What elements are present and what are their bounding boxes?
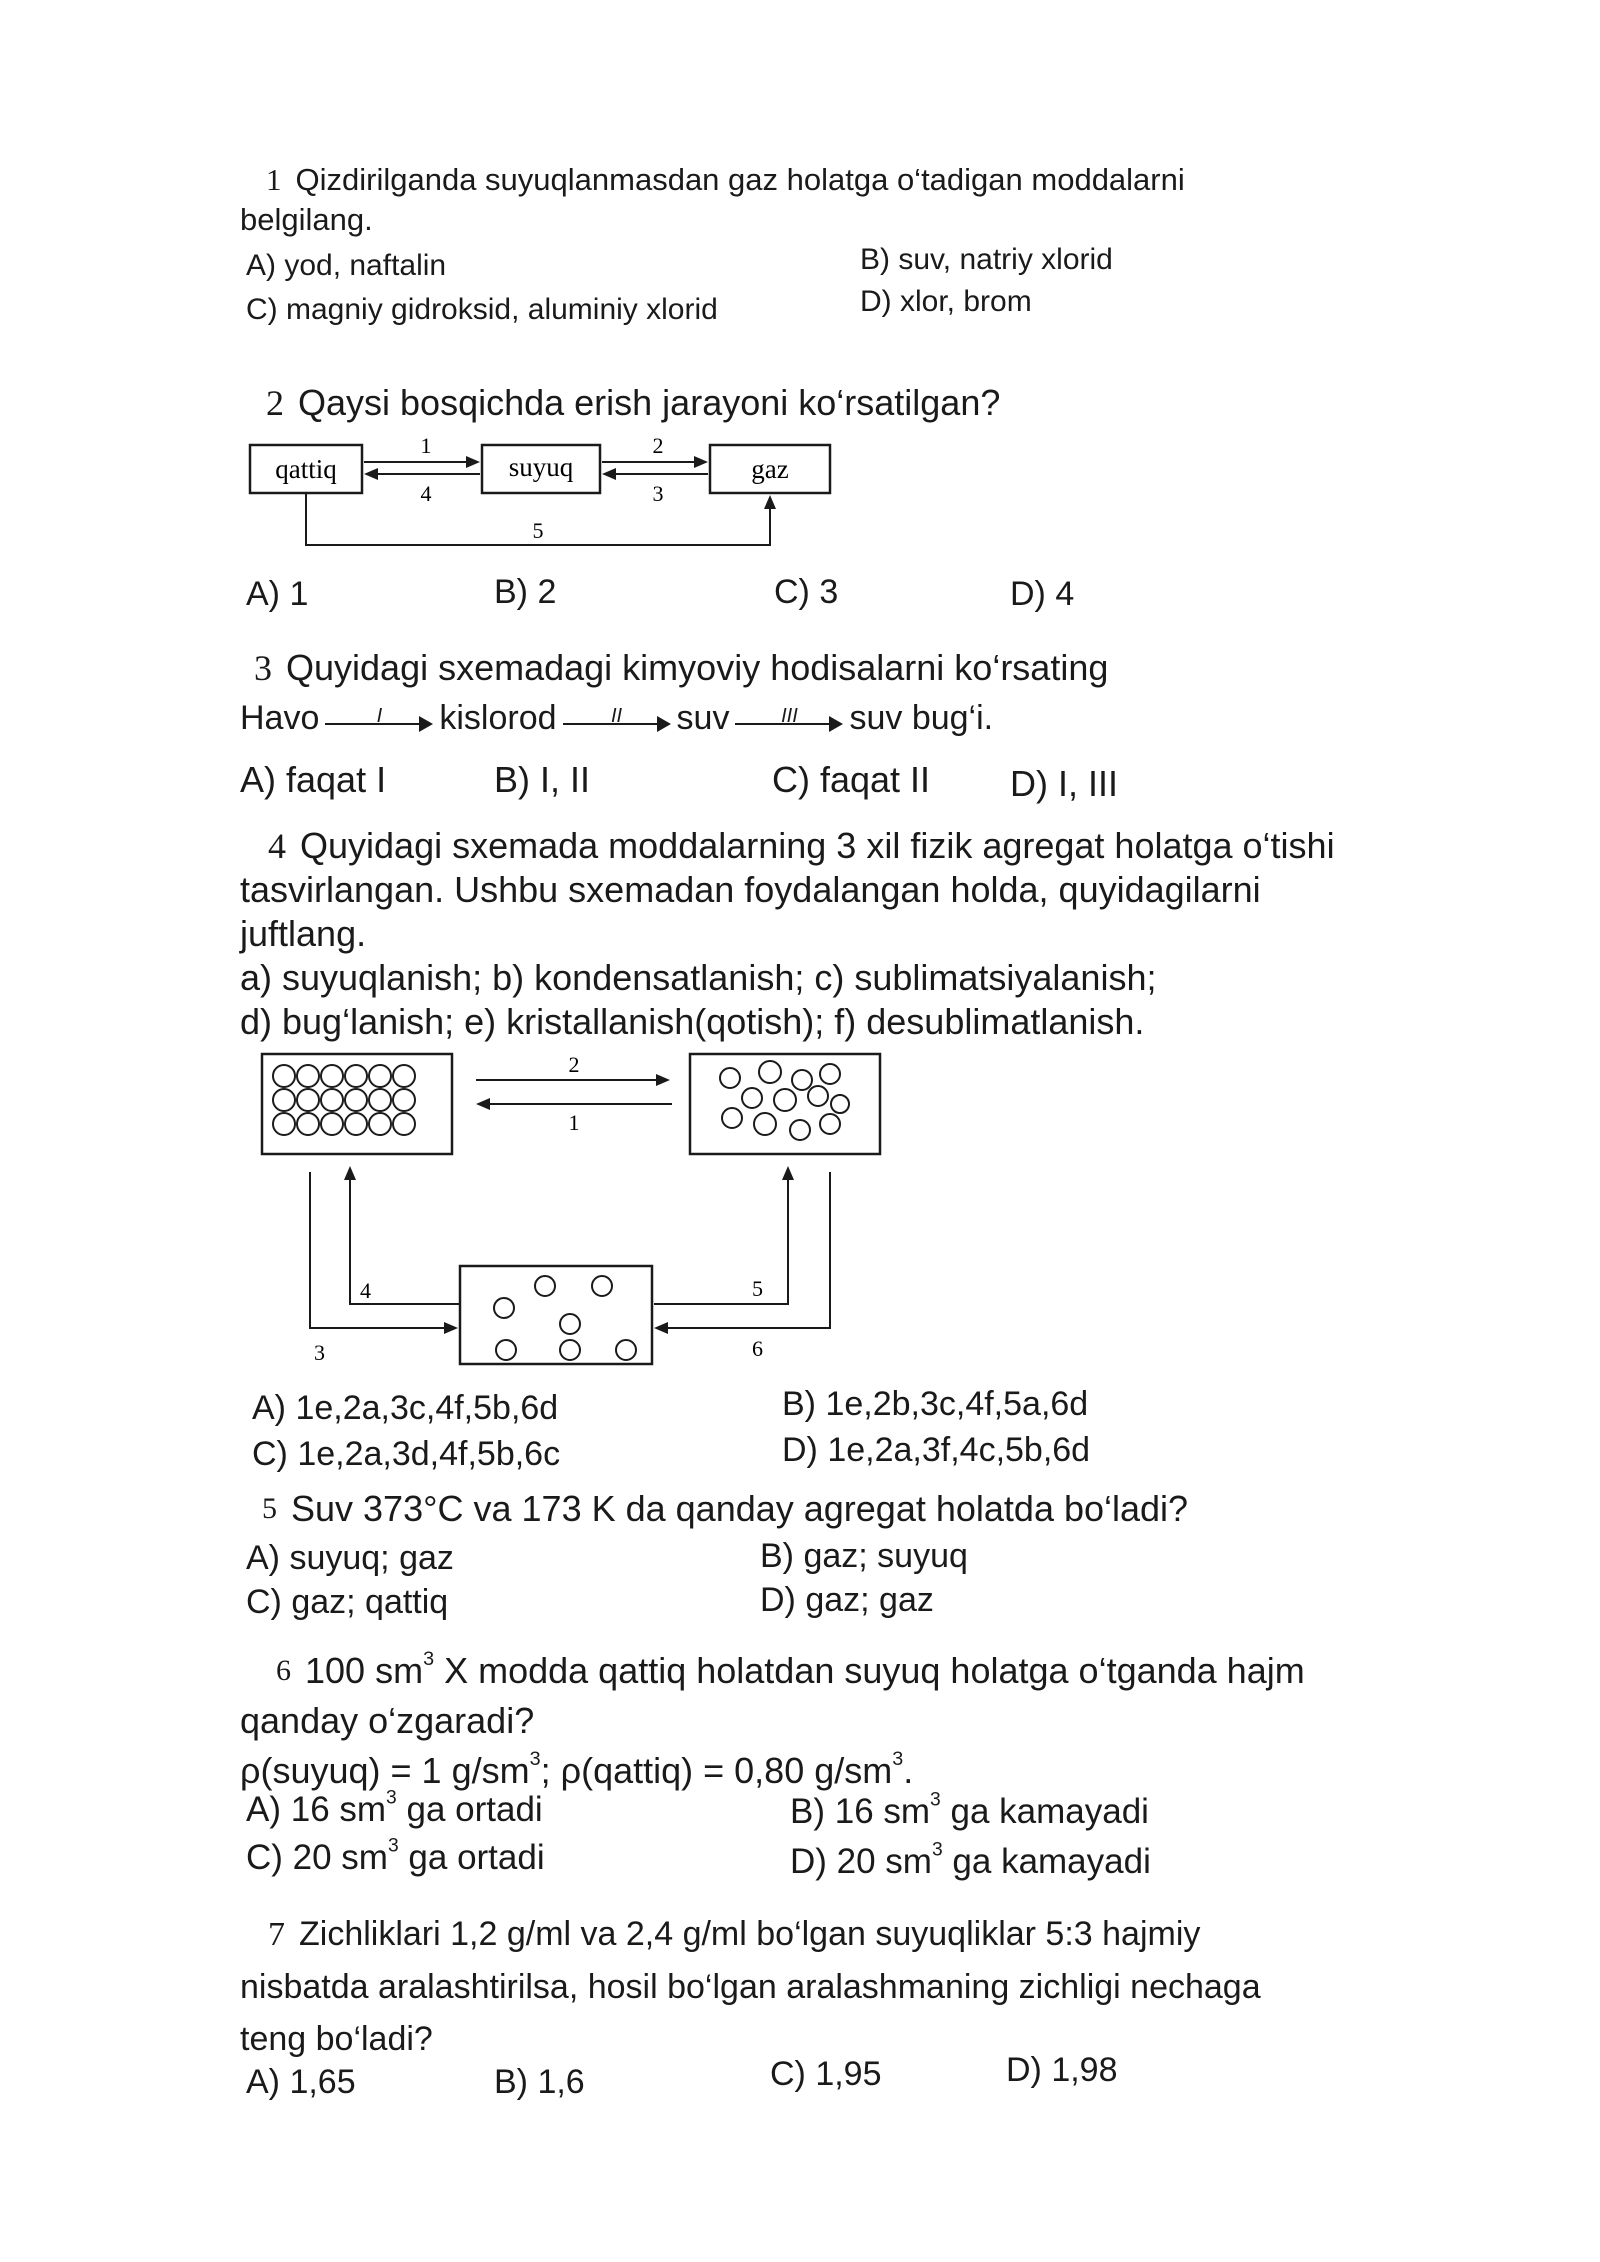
question-text: Suv 373°C va 173 K da qanday agregat holatda bo‘ladi? <box>291 1488 1189 1529</box>
arrow-3-label: 3 <box>652 481 664 506</box>
q2-option-c[interactable]: C) 3 <box>774 573 839 611</box>
liquid-particles <box>720 1061 849 1140</box>
question-3 <box>240 645 1460 691</box>
q3-option-c[interactable]: C) faqat II <box>772 759 931 800</box>
question-7-stem <box>240 1908 1460 2065</box>
q1-option-b[interactable]: B) suv, natriy xlorid <box>860 243 1113 276</box>
scheme-arrow-1: I <box>325 700 433 740</box>
arrow-2-label: 2 <box>652 433 664 458</box>
question-text: Quyidagi sxemadagi kimyoviy hodisalarni ko‘rsating <box>286 647 1109 688</box>
q1-option-c[interactable]: C) magniy gidroksid, aluminiy xlorid <box>246 293 718 326</box>
q4-option-a[interactable]: A) 1e,2a,3c,4f,5b,6d <box>252 1389 559 1427</box>
q7-option-d[interactable]: D) 1,98 <box>1006 2051 1118 2089</box>
question-text-line-1: Zichliklari 1,2 g/ml va 2,4 g/ml bo‘lgan suyuqliklar 5:3 hajmiy <box>299 1915 1201 1953</box>
arrow-2-head <box>694 456 708 468</box>
arrow-1-head <box>476 1098 490 1110</box>
question-text-line-1: Quyidagi sxemada moddalarning 3 xil fizik agregat holatga o‘tishi <box>300 825 1335 866</box>
liquid-state-box <box>690 1054 880 1154</box>
question-text-cont: belgilang. <box>240 202 373 237</box>
question-4 <box>240 824 1460 1044</box>
arrow-3-label: 3 <box>314 1340 325 1365</box>
arrow-5-path <box>654 1178 788 1304</box>
scheme-steam: suv bug‘i. <box>849 699 994 737</box>
question-text-line-2: tasvirlangan. Ushbu sxemadan foydalangan holda, quyidagilarni <box>240 869 1261 910</box>
question-3-stem <box>240 645 1460 691</box>
q2-option-d[interactable]: D) 4 <box>1010 575 1075 613</box>
question-number: 1 <box>266 162 282 197</box>
q6-option-a[interactable]: A) 16 $sm^3$ ga ortadi <box>246 1787 543 1829</box>
arrow-5-label: 5 <box>752 1276 763 1301</box>
q5-option-a[interactable]: A) suyuq; gaz <box>246 1539 454 1577</box>
question-4-stem <box>240 824 1460 1044</box>
question-6 <box>240 1646 1480 1796</box>
q6-option-b[interactable]: B) 16 $sm^3$ ga kamayadi <box>790 1789 1149 1831</box>
question-text-line-2: qanday o‘zgaradi? <box>240 1700 535 1741</box>
question-number: 6 <box>276 1654 291 1687</box>
question-6-stem <box>240 1646 1480 1796</box>
question-number: 7 <box>268 1916 285 1953</box>
question-2-stem <box>240 380 1460 426</box>
question-text-line-4: a) suyuqlanish; b) kondensatlanish; c) sublimatsiyalanish; <box>240 957 1157 998</box>
arrow-5-head <box>782 1166 794 1180</box>
q3-scheme <box>240 696 993 740</box>
exponent: 3 <box>423 1648 435 1671</box>
solid-state-box <box>262 1054 452 1154</box>
question-5 <box>240 1486 1460 1532</box>
question-number: 2 <box>266 383 284 423</box>
q5-option-c[interactable]: C) gaz; qattiq <box>246 1583 449 1621</box>
q5-option-b[interactable]: B) gaz; suyuq <box>760 1537 968 1575</box>
aggregate-states-diagram <box>240 1040 900 1380</box>
arrow-2-head <box>656 1074 670 1086</box>
question-number: 3 <box>254 648 272 688</box>
box-solid-label: qattiq <box>275 454 337 484</box>
gas-particles <box>494 1276 636 1360</box>
arrow-1-head <box>466 456 480 468</box>
question-1 <box>240 160 1460 240</box>
arrow-1-label: 1 <box>420 433 432 458</box>
question-text-line-3: juftlang. <box>240 913 367 954</box>
arrow-2-label: 2 <box>568 1052 580 1077</box>
q2-option-a[interactable]: A) 1 <box>246 575 309 613</box>
q4-option-b[interactable]: B) 1e,2b,3c,4f,5a,6d <box>782 1385 1089 1423</box>
question-number: 4 <box>268 826 286 866</box>
arrow-4-head <box>344 1166 356 1180</box>
arrow-6-head <box>654 1322 668 1334</box>
gas-state-box <box>460 1266 652 1364</box>
question-text-line-5: d) bug‘lanish; e) kristallanish(qotish); f) desublimatlanish. <box>240 1001 1145 1042</box>
q7-option-c[interactable]: C) 1,95 <box>770 2055 882 2093</box>
q6-option-d[interactable]: D) 20 $sm^3$ ga kamayadi <box>790 1839 1151 1881</box>
arrow-3-head <box>602 468 616 480</box>
question-text-b: X modda qattiq holatdan suyuq holatga o‘tganda hajm <box>434 1650 1305 1691</box>
q2-option-b[interactable]: B) 2 <box>494 573 557 611</box>
question-text: Qaysi bosqichda erish jarayoni ko‘rsatilgan? <box>298 382 1001 423</box>
scheme-air: Havo <box>240 699 320 737</box>
q4-option-c[interactable]: C) 1e,2a,3d,4f,5b,6c <box>252 1435 561 1473</box>
q1-option-a[interactable]: A) yod, naftalin <box>246 249 447 282</box>
arrow-6-label: 6 <box>752 1336 763 1361</box>
question-5-stem <box>240 1486 1460 1532</box>
solid-particles <box>273 1065 415 1135</box>
scheme-water: suv <box>676 699 730 737</box>
q3-option-d[interactable]: D) I, III <box>1010 763 1118 804</box>
q1-option-d[interactable]: D) xlor, brom <box>860 285 1032 318</box>
scheme-arrow-2: II <box>563 700 671 740</box>
q5-option-d[interactable]: D) gaz; gaz <box>760 1581 934 1619</box>
question-text-line-2: nisbatda aralashtirilsa, hosil bo‘lgan aralashmaning zichligi nechaga <box>240 1968 1261 2006</box>
q3-option-b[interactable]: B) I, II <box>494 759 591 800</box>
phase-transition-diagram <box>240 425 860 565</box>
q7-option-a[interactable]: A) 1,65 <box>246 2063 356 2101</box>
scheme-arrow-3: III <box>735 700 843 740</box>
arrow-5-label: 5 <box>532 518 544 543</box>
question-2 <box>240 380 1460 426</box>
q3-option-a[interactable]: A) faqat I <box>240 759 387 800</box>
q7-option-b[interactable]: B) 1,6 <box>494 2063 585 2101</box>
box-liquid-label: suyuq <box>508 452 574 482</box>
q4-option-d[interactable]: D) 1e,2a,3f,4c,5b,6d <box>782 1431 1091 1469</box>
q6-option-c[interactable]: C) 20 $sm^3$ ga ortadi <box>246 1835 545 1877</box>
question-text-a: 100 sm <box>305 1650 424 1691</box>
question-number: 5 <box>262 1492 277 1525</box>
arrow-5-head <box>764 495 776 509</box>
arrow-4-head <box>364 468 378 480</box>
question-1-stem <box>240 160 1460 240</box>
arrow-4-label: 4 <box>420 481 432 506</box>
arrow-3-head <box>444 1322 458 1334</box>
arrow-1-label: 1 <box>568 1110 580 1135</box>
arrow-4-label: 4 <box>360 1278 371 1303</box>
question-7 <box>240 1908 1460 2065</box>
question-text-line-3: teng bo‘ladi? <box>240 2020 433 2058</box>
density-given: ρ(suyuq) = 1 $g/sm^3$; ρ(qattiq) = 0,80 $g/sm^3$. <box>240 1748 914 1791</box>
box-gas-label: gaz <box>751 454 789 484</box>
question-text: Qizdirilganda suyuqlanmasdan gaz holatga o‘tadigan moddalarni <box>295 162 1185 197</box>
scheme-oxygen: kislorod <box>439 699 557 737</box>
